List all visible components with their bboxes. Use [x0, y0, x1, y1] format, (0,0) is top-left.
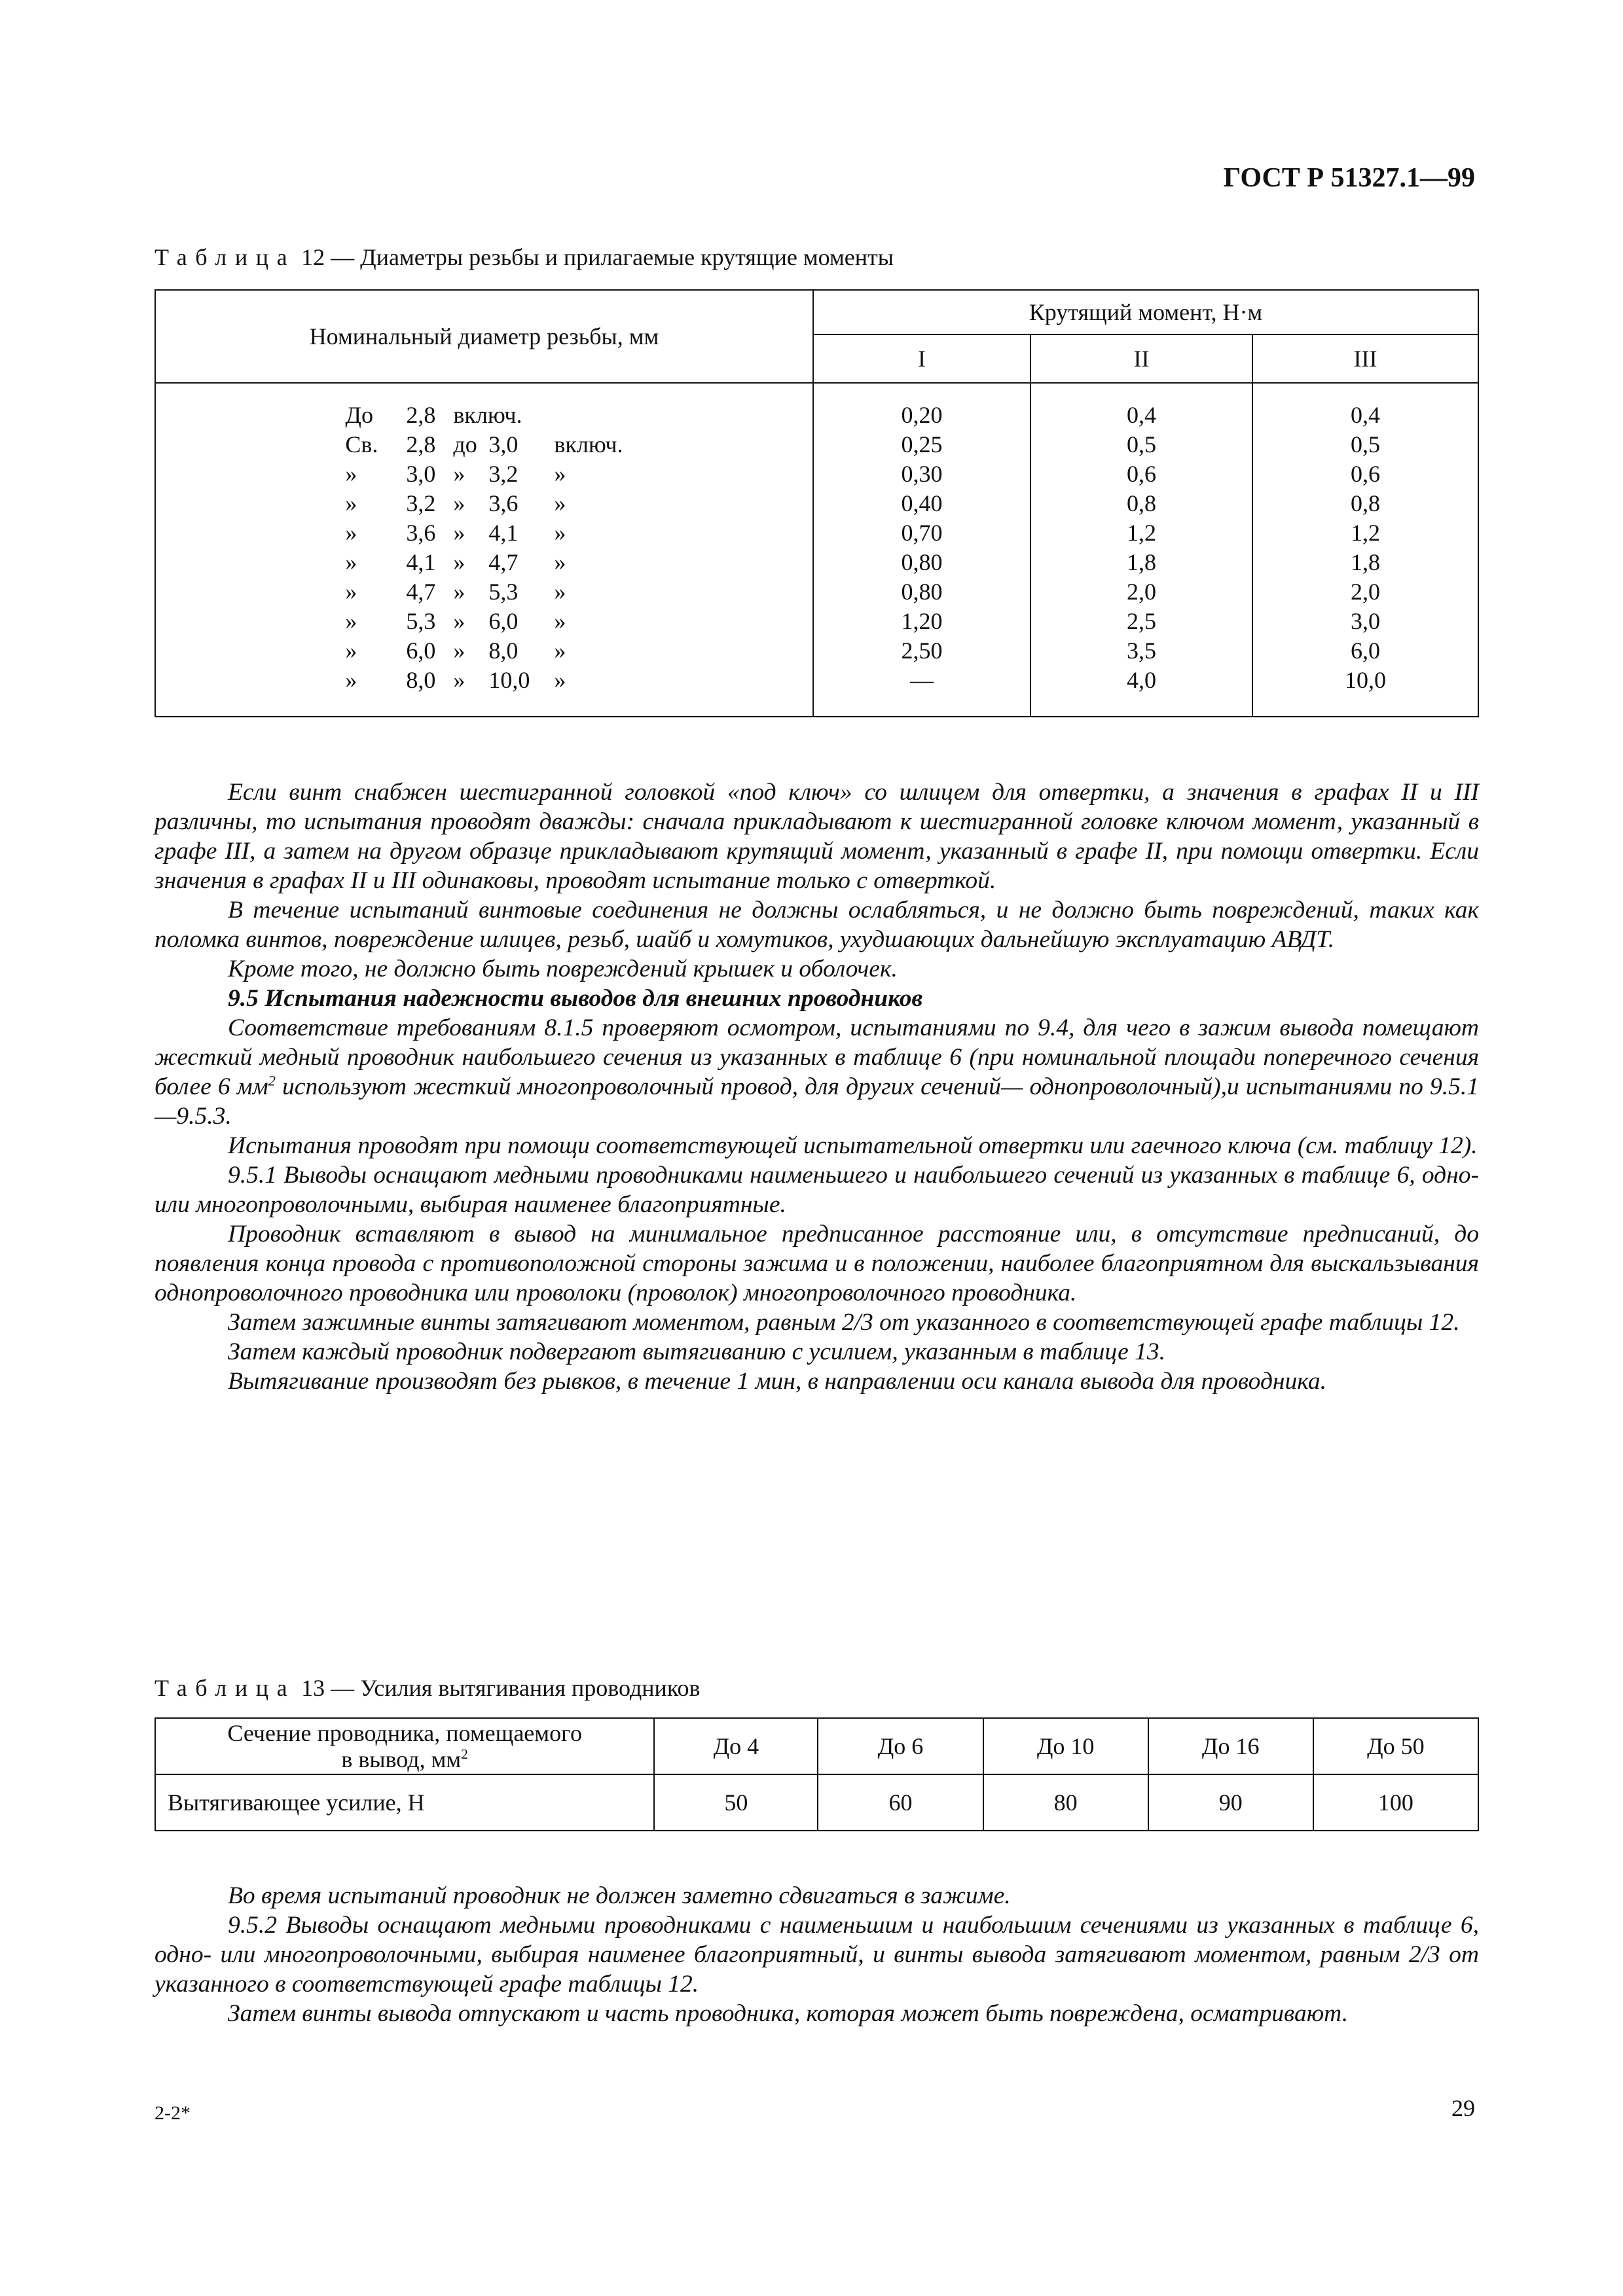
table12-torque-value: 3,0 [1350, 608, 1380, 634]
table12-diameter-token: 2,8 [406, 431, 436, 457]
table12-diameter-token: 3,2 [488, 461, 519, 487]
table12-diameter-token: » [453, 579, 465, 605]
table12-caption-text: 12 — Диаметры резьбы и прилагаемые крутящие моменты [295, 244, 894, 270]
table12-col-2-list [1127, 401, 1156, 695]
table12-diameter-token: » [554, 667, 566, 693]
table12-torque-value: 0,8 [1126, 490, 1156, 516]
table12-torque-value: 0,8 [1350, 490, 1380, 516]
table12-diameter-token: 3,0 [406, 461, 436, 487]
text-block-1 [155, 778, 1479, 1396]
table12-diameter-token: 4,7 [488, 549, 519, 575]
paragraph: Затем зажимные винты затягивают моментом, равным 2/3 от указанного в соответствующей графе таблицы 12. [228, 1309, 1460, 1336]
table12-diameter-token: 3,2 [406, 490, 436, 516]
table12-diameter-token: 5,3 [488, 579, 519, 605]
table12-torque-value: 1,2 [1126, 520, 1156, 546]
table12-torque-value: 0,20 [901, 402, 943, 428]
table12-torque-value: 10,0 [1344, 667, 1386, 693]
table12-torque-value: 1,8 [1126, 549, 1156, 575]
table12-torque-value: 0,30 [901, 461, 943, 487]
table13-row1-label-line2: в вывод, мм [341, 1746, 462, 1772]
table12-diameter-token: » [554, 608, 566, 634]
table12-col-3-list [1345, 401, 1386, 695]
table12-torque-value: 2,5 [1126, 608, 1156, 634]
paragraph: Во время испытаний проводник не должен заметно сдвигаться в зажиме. [228, 1882, 1011, 1909]
table12-torque-value: 0,4 [1350, 402, 1380, 428]
table12 [155, 289, 1479, 717]
superscript: 2 [461, 1746, 468, 1762]
table12-diameter-token: » [345, 461, 357, 487]
table12-diameter-token: » [554, 461, 566, 487]
paragraph: Затем каждый проводник подвергают вытягиванию с усилием, указанным в таблице 13. [228, 1338, 1165, 1365]
table12-diameter-token: включ. [554, 431, 623, 457]
table12-torque-value: 2,0 [1126, 579, 1156, 605]
paragraph: Вытягивание производят без рывков, в течение 1 мин, в направлении оси канала вывода для проводника. [228, 1368, 1326, 1395]
table13-caption [155, 1674, 700, 1702]
table12-diameter-token: » [554, 579, 566, 605]
table13-section: До 10 [983, 1718, 1148, 1774]
table12-torque-value: 0,4 [1126, 402, 1156, 428]
table12-diameter-row [345, 636, 623, 666]
table12-diameter-token: 3,0 [488, 431, 519, 457]
document-number: ГОСТ Р 51327.1—99 [1223, 163, 1475, 193]
table12-diameter-token: » [453, 667, 465, 693]
table12-diameter-token: до [453, 431, 477, 457]
table12-header-diameter: Номинальный диаметр резьбы, мм [155, 290, 813, 383]
table12-subheader-1: I [813, 334, 1030, 383]
table12-torque-value: 0,5 [1126, 431, 1156, 457]
paragraph: Если винт снабжен шестигранной головкой «под ключ» со шлицем для отвертки, а значения в графах II и III различны, то испытания проводят дважды: сначала прикладывают к шестигранной головке ключом момент, указанный в графе III, а затем на другом образце прикладывают крутящий момент, указанный в графе II, при помощи отвертки. Если значения в графах II и III одинаковы, проводят испытание только с отверткой. [155, 779, 1479, 894]
table12-diameter-token: » [453, 637, 465, 664]
table12-torque-value: 0,25 [901, 431, 943, 457]
paragraph: В течение испытаний винтовые соединения не должны ослабляться, и не должно быть повреждений, таких как поломка винтов, повреждение шлицев, резьб, шайб и хомутиков, ухудшающих дальнейшую эксплуатацию АВДТ. [155, 897, 1479, 953]
paragraph: 9.5.1 Выводы оснащают медными проводниками наименьшего и наибольшего сечений из указанных в таблице 6, одно- или многопроволочными, выбирая наименее благоприятные. [155, 1162, 1479, 1218]
footer-sheet-mark: 2-2* [155, 2102, 191, 2124]
table12-diameter-row [345, 430, 623, 459]
table12-diameter-token: » [453, 549, 465, 575]
table12-diameter-token: » [554, 637, 566, 664]
table12-diameter-token: » [453, 490, 465, 516]
table12-torque-value: 1,20 [901, 608, 943, 634]
table12-torque-value: 0,80 [901, 549, 943, 575]
table12-diameter-token: » [345, 579, 357, 605]
table12-diameter-token: » [453, 608, 465, 634]
table13-section: До 16 [1148, 1718, 1313, 1774]
table12-torque-value: 0,80 [901, 579, 943, 605]
table12-diameter-row [345, 518, 623, 548]
table12-diameter-token: 4,1 [488, 520, 519, 546]
section-heading: 9.5 Испытания надежности выводов для внешних проводников [228, 985, 923, 1012]
table13-row1-label [155, 1718, 654, 1774]
table12-col-3-cell [1252, 383, 1478, 717]
superscript: 2 [268, 1072, 276, 1089]
paragraph-text: Соответствие требованиям 8.1.5 проверяют осмотром, испытаниями по 9.4, для чего в зажим вывода помещают жесткий медный проводник наибольшего сечения из указанных в таблице 6 (при номинальной площади поперечного сечения более 6 мм [155, 1014, 1479, 1100]
table12-diameter-row [345, 607, 623, 636]
table12-diameter-token: 4,7 [406, 579, 436, 605]
paragraph: 9.5.2 Выводы оснащают медными проводниками с наименьшим и наибольшим сечениями из указанных в таблице 6, одно- или многопроволочными, выбирая наименее благоприятный, и винты вывода затягивают моментом, равным 2/3 от указанного в соответствующей графе таблицы 12. [155, 1912, 1479, 1998]
table12-diameter-token: » [554, 549, 566, 575]
table13-force: 80 [983, 1774, 1148, 1831]
table13-force: 50 [654, 1774, 818, 1831]
table12-diameter-token: 10,0 [488, 667, 530, 693]
table12-diameter-row [345, 459, 623, 489]
table12-diameter-token: До [345, 402, 373, 428]
table13-caption-text: 13 — Усилия вытягивания проводников [295, 1675, 701, 1701]
table12-torque-value: 2,50 [901, 637, 943, 664]
table12-col-2-cell [1030, 383, 1252, 717]
table12-torque-value: 0,5 [1350, 431, 1380, 457]
table12-diameter-token: 2,8 [406, 402, 436, 428]
paragraph: Проводник вставляют в вывод на минимальное предписанное расстояние или, в отсутствие предписаний, до появления конца провода с противоположной стороны зажима и в положении, наиболее благоприятном для выскальзывания однопроволочного проводника или проволоки (проволок) многопроволочного проводника. [155, 1221, 1479, 1306]
table12-diameter-token: 4,1 [406, 549, 436, 575]
table12-torque-value: 0,6 [1126, 461, 1156, 487]
table12-diameter-token: » [345, 520, 357, 546]
table12-diameter-cell [155, 383, 813, 717]
table12-diameter-token: 8,0 [406, 667, 436, 693]
table12-diameter-token: » [345, 667, 357, 693]
table12-diameter-token: Св. [345, 431, 378, 457]
table12-torque-value: 2,0 [1350, 579, 1380, 605]
table13-force: 90 [1148, 1774, 1313, 1831]
table13-force: 100 [1313, 1774, 1478, 1831]
table12-diameter-token: 3,6 [488, 490, 519, 516]
table12-torque-value: 4,0 [1126, 667, 1156, 693]
table12-diameter-token: включ. [453, 402, 522, 428]
table12-torque-value: 6,0 [1350, 637, 1380, 664]
paragraph: Испытания проводят при помощи соответствующей испытательной отвертки или гаечного ключа (см. таблицу 12). [228, 1132, 1478, 1159]
table12-torque-value: 0,40 [901, 490, 943, 516]
paragraph: Затем винты вывода отпускают и часть проводника, которая может быть повреждена, осматривают. [228, 2000, 1349, 2027]
table12-diameter-token: » [453, 520, 465, 546]
table12-diameter-token: » [453, 461, 465, 487]
table13-caption-word: Таблица [155, 1675, 296, 1701]
table13-row2-label: Вытягивающее усилие, Н [155, 1774, 654, 1831]
text-block-2 [155, 1881, 1479, 2028]
table12-diameter-token: » [554, 520, 566, 546]
table12-diameter-row [345, 401, 623, 430]
table12-diameter-row [345, 666, 623, 695]
table13-section: До 4 [654, 1718, 818, 1774]
table12-diameter-token: 6,0 [406, 637, 436, 664]
table12-diameter-token: 5,3 [406, 608, 436, 634]
table12-col-1-list [901, 401, 942, 695]
table12-torque-value: 3,5 [1126, 637, 1156, 664]
table12-torque-value: 0,6 [1350, 461, 1380, 487]
table12-diameter-row [345, 548, 623, 577]
table13 [155, 1717, 1479, 1831]
table12-diameter-token: 8,0 [488, 637, 519, 664]
table12-torque-value: 1,8 [1350, 549, 1380, 575]
table12-caption-word: Таблица [155, 244, 296, 270]
table12-diameter-token: 6,0 [488, 608, 519, 634]
page-number: 29 [1451, 2095, 1475, 2121]
table12-subheader-3: III [1252, 334, 1478, 383]
table12-diameter-list [345, 401, 623, 695]
table12-diameter-token: » [345, 608, 357, 634]
table12-subheader-2: II [1030, 334, 1252, 383]
paragraph-text: используют жесткий многопроволочный провод, для других сечений— однопроволочный),и испытаниями по 9.5.1—9.5.3. [155, 1073, 1480, 1130]
table12-diameter-token: » [345, 490, 357, 516]
paragraph [155, 1013, 1479, 1131]
table12-diameter-token: » [345, 549, 357, 575]
table13-section: До 6 [818, 1718, 983, 1774]
table12-header-torque: Крутящий момент, Н·м [813, 290, 1478, 334]
table13-row1-label-line1: Сечение проводника, помещаемого [227, 1720, 582, 1746]
table12-torque-value: — [909, 667, 934, 693]
table12-torque-value: 1,2 [1350, 520, 1380, 546]
table12-diameter-token: » [554, 490, 566, 516]
table13-section: До 50 [1313, 1718, 1478, 1774]
paragraph: Кроме того, не должно быть повреждений крышек и оболочек. [228, 956, 898, 982]
table12-diameter-token: 3,6 [406, 520, 436, 546]
table12-col-1-cell [813, 383, 1030, 717]
table12-diameter-row [345, 489, 623, 518]
table12-diameter-row [345, 577, 623, 607]
table12-diameter-token: » [345, 637, 357, 664]
table12-caption [155, 243, 894, 271]
table12-torque-value: 0,70 [901, 520, 943, 546]
table13-force: 60 [818, 1774, 983, 1831]
